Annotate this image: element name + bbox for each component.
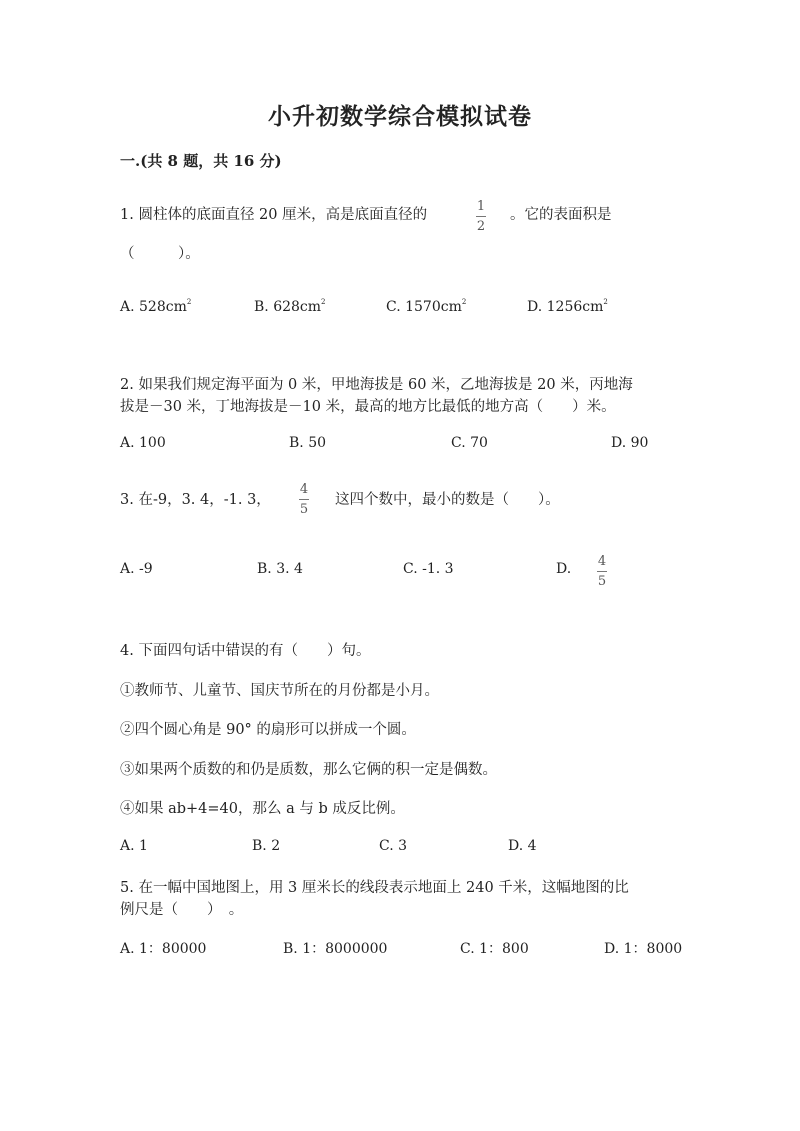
question-3-text-b: 这四个数中，最小的数是（ ）。 bbox=[335, 492, 560, 508]
question-3-option-a[interactable]: A. -9 bbox=[120, 561, 153, 577]
question-1-option-b[interactable] bbox=[254, 298, 326, 315]
superscript: 2 bbox=[603, 298, 608, 306]
question-5-line-2: 例尺是（ ） 。 bbox=[120, 902, 244, 918]
option-label: C. 1570cm bbox=[386, 299, 462, 315]
question-1-fraction bbox=[476, 200, 486, 233]
question-4-statement-1: ①教师节、儿童节、国庆节所在的月份都是小月。 bbox=[120, 683, 439, 699]
question-2-line-1: 2. 如果我们规定海平面为 0 米，甲地海拔是 60 米，乙地海拔是 20 米，丙地海 bbox=[120, 377, 633, 393]
question-4-line-1: 4. 下面四句话中错误的有（ ）句。 bbox=[120, 643, 371, 659]
question-4-statement-4: ④如果 ab+4=40，那么 a 与 b 成反比例。 bbox=[120, 801, 405, 817]
superscript: 2 bbox=[461, 298, 467, 306]
question-5-option-d[interactable]: D. 1：8000 bbox=[604, 941, 683, 957]
question-1-option-a[interactable] bbox=[120, 298, 191, 315]
superscript: 2 bbox=[186, 298, 192, 306]
fraction-denominator: 5 bbox=[597, 574, 607, 589]
question-5-line-1: 5. 在一幅中国地图上，用 3 厘米长的线段表示地面上 240 千米，这幅地图的比 bbox=[120, 880, 629, 896]
option-label: D. 1256cm bbox=[527, 299, 604, 315]
question-2-option-c[interactable]: C. 70 bbox=[451, 435, 488, 451]
question-5-option-b[interactable]: B. 1：8000000 bbox=[283, 941, 388, 957]
fraction-bar bbox=[476, 216, 486, 217]
fraction-denominator: 2 bbox=[476, 219, 486, 234]
question-3-option-d-fraction bbox=[597, 555, 607, 588]
question-2-option-d[interactable]: D. 90 bbox=[611, 435, 649, 451]
question-1-text-a: 1. 圆柱体的底面直径 20 厘米，高是底面直径的 bbox=[120, 207, 428, 223]
question-2-option-b[interactable]: B. 50 bbox=[289, 435, 327, 451]
question-1-option-d[interactable] bbox=[527, 298, 608, 315]
option-label: B. 628cm bbox=[254, 299, 322, 315]
question-5-option-c[interactable]: C. 1：800 bbox=[460, 941, 529, 957]
option-label: A. 528cm bbox=[120, 299, 187, 315]
fraction-numerator: 1 bbox=[476, 199, 486, 214]
question-4-option-b[interactable]: B. 2 bbox=[252, 838, 281, 854]
question-4-option-d[interactable]: D. 4 bbox=[508, 838, 537, 854]
question-3-fraction bbox=[299, 483, 309, 516]
fraction-numerator: 4 bbox=[299, 482, 309, 497]
question-3-text-a: 3. 在-9，3. 4，-1. 3， bbox=[120, 492, 271, 508]
question-2-line-2: 拔是－30 米，丁地海拔是－10 米，最高的地方比最低的地方高（ ）米。 bbox=[120, 399, 616, 415]
question-2-option-a[interactable]: A. 100 bbox=[120, 435, 166, 451]
question-1-line-2: （ ）。 bbox=[120, 246, 200, 262]
page-title: 小升初数学综合模拟试卷 bbox=[268, 103, 532, 130]
section-header: 一.(共 8 题，共 16 分) bbox=[120, 152, 282, 170]
question-1-option-c[interactable] bbox=[386, 298, 466, 315]
question-3-option-b[interactable]: B. 3. 4 bbox=[257, 561, 303, 577]
question-3-option-c[interactable]: C. -1. 3 bbox=[403, 561, 454, 577]
question-1-text-b: 。它的表面积是 bbox=[510, 207, 612, 223]
fraction-bar bbox=[597, 571, 607, 572]
question-4-statement-2: ②四个圆心角是 90° 的扇形可以拼成一个圆。 bbox=[120, 722, 416, 738]
fraction-denominator: 5 bbox=[299, 502, 309, 517]
question-4-option-c[interactable]: C. 3 bbox=[379, 838, 408, 854]
question-4-statement-3: ③如果两个质数的和仍是质数，那么它俩的积一定是偶数。 bbox=[120, 762, 497, 778]
fraction-bar bbox=[299, 499, 309, 500]
question-4-option-a[interactable]: A. 1 bbox=[120, 838, 148, 854]
question-3-option-d[interactable]: D. bbox=[556, 561, 572, 577]
superscript: 2 bbox=[321, 298, 326, 306]
question-5-option-a[interactable]: A. 1：80000 bbox=[120, 941, 207, 957]
fraction-numerator: 4 bbox=[597, 554, 607, 569]
